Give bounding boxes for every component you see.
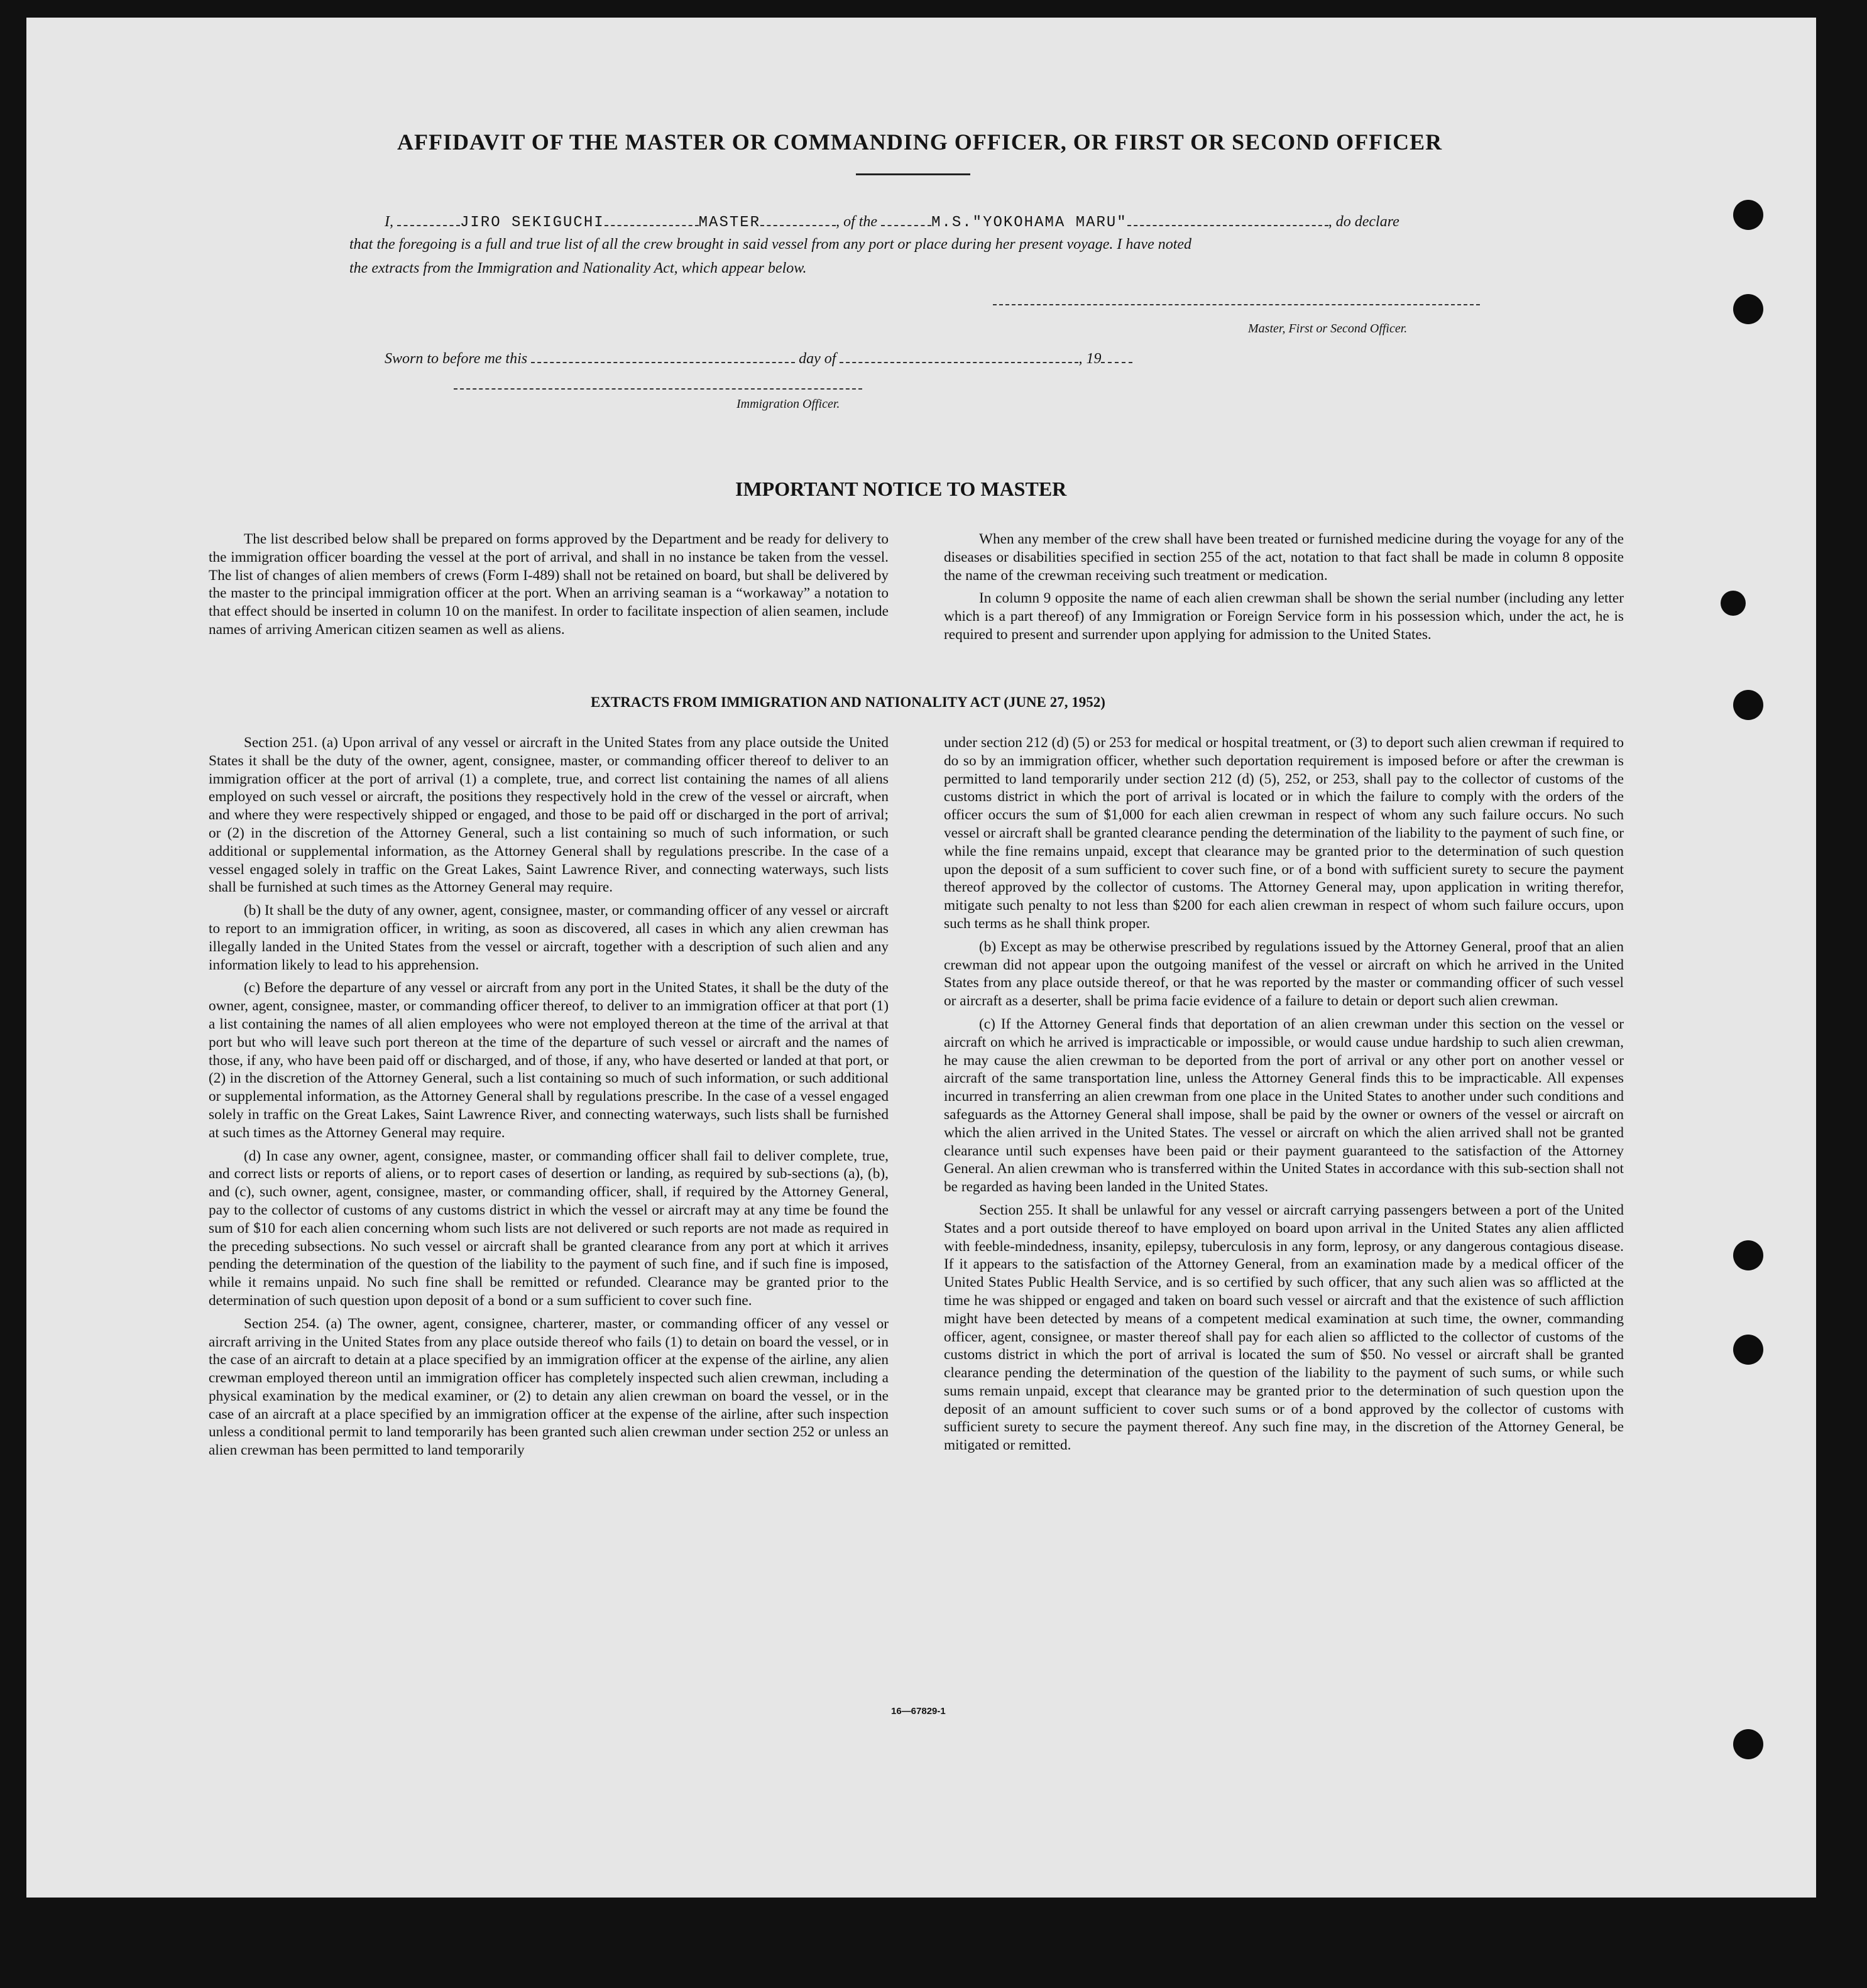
- binder-hole-7: [1721, 591, 1746, 616]
- section-254b: (b) Except as may be otherwise prescribed by regulations issued by the Attorney General, proof that an alien crewman did not appear upon the outgoing manifest of the vessel or aircraft on which he arrived in the United States from any place outside thereof, or that he was reported by the master or commanding officer of such vessel or aircraft as a deserter, shall be prima facie evidence of a failure to detain or deport such alien crewman.: [944, 938, 1624, 1010]
- notice-right-paragraph-2: In column 9 opposite the name of each alien crewman shall be shown the serial number (including any letter which is a part thereof) of any Immigration or Foreign Service form in his possession which, under the act, he is required to present and surrender upon applying for admission to the United States.: [944, 590, 1624, 643]
- year-label: , 19: [1078, 351, 1102, 367]
- section-251a: Section 251. (a) Upon arrival of any vessel or aircraft in the United States from any place outside the United States it shall be the duty of the owner, agent, consignee, master, or commanding officer thereof to deliver to an immigration officer at the port of arrival (1) a complete, true, and correct list containing the names of all aliens employed on such vessel or aircraft, the positions they respectively hold in the crew of the vessel or aircraft, when and where they were respectively shipped or engaged, and those to be paid off or discharged in the port of arrival; or (2) in the discretion of the Attorney General, such a list containing so much of such information, or such additional or supplemental information, as the Attorney General shall by regulations prescribe. In the case of a vessel engaged solely in traffic on the Great Lakes, Saint Lawrence River, and connecting waterways, such lists shall be furnished at such times as the Attorney General may require.: [209, 735, 889, 896]
- notice-left-column: [209, 530, 889, 644]
- form-code: 16—67829-1: [891, 1706, 946, 1717]
- binder-hole-4: [1733, 1240, 1763, 1270]
- notice-right-paragraph-1: When any member of the crew shall have been treated or furnished medicine during the voyage for any of the diseases or disabilities specified in section 255 of the act, notation to that fact shall be made in column 8 opposite the name of the crewman receiving such treatment or medication.: [944, 531, 1624, 584]
- do-declare-label: , do declare: [1328, 214, 1399, 230]
- name-dash-lead: [397, 207, 460, 226]
- name-dash-mid: [605, 207, 699, 226]
- affidavit-title: AFFIDAVIT OF THE MASTER OR COMMANDING OFFICER, OR FIRST OR SECOND OFFICER: [397, 129, 1443, 155]
- notice-right-column: [944, 530, 1624, 649]
- binder-hole-1: [1733, 200, 1763, 230]
- section-254c: (c) If the Attorney General finds that deportation of an alien crewman under this section on the vessel or aircraft on which he arrived is impracticable or impossible, or would cause undue hardship to such alien crewman, he may cause the alien crewman to be deported from the port of arrival or any other port on another vessel or aircraft of the same transportation line, unless the Attorney General finds this to be impracticable. All expenses incurred in transferring an alien crewman from one place in the United States to another under such conditions and safeguards as the Attorney General shall impose, shall be paid by the owner or owners of the vessel or aircraft on which the alien arrived in the United States. The vessel or aircraft on which the alien arrived shall not be granted clearance until such expenses have been paid or their payment guaranteed to the satisfaction of the Attorney General. An alien crewman who is transferred within the United States in accordance with this sub-section shall not be regarded as having been landed in the United States.: [944, 1015, 1624, 1196]
- of-the-label: , of the: [836, 214, 878, 230]
- day-of-label: day of: [799, 351, 836, 367]
- section-255: Section 255. It shall be unlawful for any vessel or aircraft carrying passengers between a port of the United States and a port outside thereof to have employed on board upon arrival in the United States any alien afflicted with feeble-mindedness, insanity, epilepsy, tuberculosis in any form, leprosy, or any dangerous contagious disease. If it appears to the satisfaction of the Attorney General, from an examination made by a medical officer of the United States Public Health Service, and is so certified by such officer, that any such alien was so afflicted at the time he was shipped or engaged and taken on board such vessel or aircraft and that the existence of such affliction might have been detected by means of a competent medical examination at such time, the owner, commanding officer, agent, consignee, or master thereof shall pay for each alien so afflicted to the collector of customs of the customs district in which the port of arrival is located the sum of $50. No vessel or aircraft shall be granted clearance pending the determination of the question of the liability to the payment of such sums, or while such sums remain unpaid, except that clearance may be granted prior to the determination of such question upon the deposit of an amount sufficient to cover such sums or of a bond approved by the collector of customs with sufficient surety to secure the payment thereof. Any such fine may, in the discretion of the Attorney General, be mitigated or remitted.: [944, 1201, 1624, 1454]
- declaration-line-3: the extracts from the Immigration and Nationality Act, which appear below.: [349, 260, 807, 276]
- notice-title: IMPORTANT NOTICE TO MASTER: [735, 478, 1067, 500]
- rank-field[interactable]: MASTER: [698, 214, 761, 231]
- vessel-dash-tail: [1127, 207, 1328, 226]
- title-rule: [856, 173, 970, 175]
- section-254a-continued: under section 212 (d) (5) or 253 for medical or hospital treatment, or (3) to deport such alien crewman if required to do so by an immigration officer, whether such deportation requirement is imposed before or after the crewman is permitted to land temporarily under section 212 (d) (5), 252, or 253, shall pay to the collector of customs of the customs district in which the port of arrival is located or in which the failure to comply with the orders of the officer occurs the sum of $1,000 for each alien crewman in respect of whom any such failure occurs. No such vessel or aircraft shall be granted clearance pending the determination of the liability to the payment of such fine, or while the fine remains unpaid, except that clearance may be granted prior to the determination of such question upon the deposit of a sum sufficient to cover such fine, or of a bond with sufficient surety to secure the payment thereof approved by the collector of customs. The Attorney General may, upon application in writing therefor, mitigate such penalty to not less than $200 for each alien crewman in respect of whom such failure occurs, upon such terms as he shall think proper.: [944, 735, 1624, 932]
- i-label: I,: [385, 214, 393, 230]
- officer-signature-label: Immigration Officer.: [736, 397, 840, 411]
- binder-hole-3: [1733, 690, 1763, 720]
- extracts-left-column: [209, 734, 889, 1465]
- sworn-date-field[interactable]: [531, 344, 795, 363]
- extracts-right-column: [944, 734, 1624, 1460]
- binder-hole-2: [1733, 294, 1763, 324]
- sworn-label: Sworn to before me this: [385, 351, 528, 367]
- notice-left-paragraph: The list described below shall be prepared on forms approved by the Department and be ready for delivery to the immigration officer boarding the vessel at the port of arrival, and shall in no instance be taken from the vessel. The list of changes of alien members of crews (Form I-489) shall not be retained on board, but shall be delivered by the master to the principal immigration officer at the port. When an arriving seaman is a “workaway” a notation to that effect should be inserted in column 10 on the manifest. In order to facilitate inspection of alien seamen, include names of arriving American citizen seamen as well as aliens.: [209, 531, 889, 638]
- master-signature-label: Master, First or Second Officer.: [1248, 322, 1408, 336]
- master-signature-line[interactable]: [993, 304, 1480, 305]
- section-251b: (b) It shall be the duty of any owner, agent, consignee, master, or commanding officer of any vessel or aircraft to report to an immigration officer, in writing, as soon as discovered, all cases in which any alien crewman has illegally landed in the United States from the vessel or aircraft, together with a description of such alien and any information likely to lead to his apprehension.: [209, 902, 889, 973]
- vessel-dash-lead: [881, 207, 931, 226]
- section-251c: (c) Before the departure of any vessel or aircraft from any port in the United States, it shall be the duty of the owner, agent, consignee, master, or commanding officer thereof, to deliver to an immigration officer at that port (1) a list containing the names of all alien employees who were not employed thereon at the time of the arrival at that port but who will leave such port thereon at the time of the departure of such vessel or aircraft and the names of those, if any, who have been paid off or discharged, and of those, if any, who have deserted or landed at that port, or (2) in the discretion of the Attorney General, such a list containing so much of such information, or such additional or supplemental information, as the Attorney General shall by regulations prescribe. In the case of a vessel engaged solely in traffic on the Great Lakes, Saint Lawrence River, and connecting waterways, such lists shall be furnished at such times as the Attorney General may require.: [209, 980, 889, 1141]
- sworn-line: [385, 344, 1132, 368]
- extracts-title: EXTRACTS FROM IMMIGRATION AND NATIONALITY ACT (JUNE 27, 1952): [591, 694, 1105, 710]
- binder-hole-5: [1733, 1335, 1763, 1365]
- vessel-name-field[interactable]: M.S."YOKOHAMA MARU": [931, 214, 1127, 231]
- sworn-year-field[interactable]: [1101, 344, 1132, 363]
- sworn-month-field[interactable]: [840, 344, 1078, 363]
- master-name-field[interactable]: JIRO SEKIGUCHI: [460, 214, 605, 231]
- rank-dash: [760, 207, 836, 226]
- officer-signature-line[interactable]: [454, 388, 862, 390]
- declaration-line-1: [385, 207, 1399, 231]
- declaration-line-2: that the foregoing is a full and true list of all the crew brought in said vessel from any port or place during her present voyage. I have noted: [349, 236, 1192, 253]
- section-254a: Section 254. (a) The owner, agent, consignee, charterer, master, or commanding officer of any vessel or aircraft arriving in the United States from any place outside thereof who fails (1) to detain on board the vessel, or in the case of an aircraft to detain at a place specified by an immigration officer at the expense of the airline, any alien crewman employed thereon until an immigration officer has completely inspected such alien crewman, including a physical examination by the medical examiner, or (2) to detain any alien crewman on board the vessel, or in the case of an aircraft at a place specified by an immigration officer at the expense of the airline, after such inspection unless a conditional permit to land temporarily has been granted such alien crewman under section 252 or unless an alien crewman has been permitted to land temporarily: [209, 1315, 889, 1459]
- binder-hole-6: [1733, 1729, 1763, 1759]
- section-251d: (d) In case any owner, agent, consignee, master, or commanding officer shall fail to deliver complete, true, and correct lists or reports of aliens, or to report cases of desertion or landing, as required by sub-sections (a), (b), and (c), such owner, agent, consignee, master, or commanding officer, shall, if required by the Attorney General, pay to the collector of customs of any customs district in which the vessel or aircraft may at any time be found the sum of $10 for each alien concerning whom such lists are not delivered or such reports are not made as required in the preceding subsections. No such vessel or aircraft shall be granted clearance from any port at which it arrives pending the determination of the question of the liability to the payment of such fine, and if such fine is imposed, while it remains unpaid. No such fine shall be remitted or refunded. Clearance may be granted prior to the determination of such question upon deposit of a bond or a sum sufficient to cover such fine.: [209, 1147, 889, 1309]
